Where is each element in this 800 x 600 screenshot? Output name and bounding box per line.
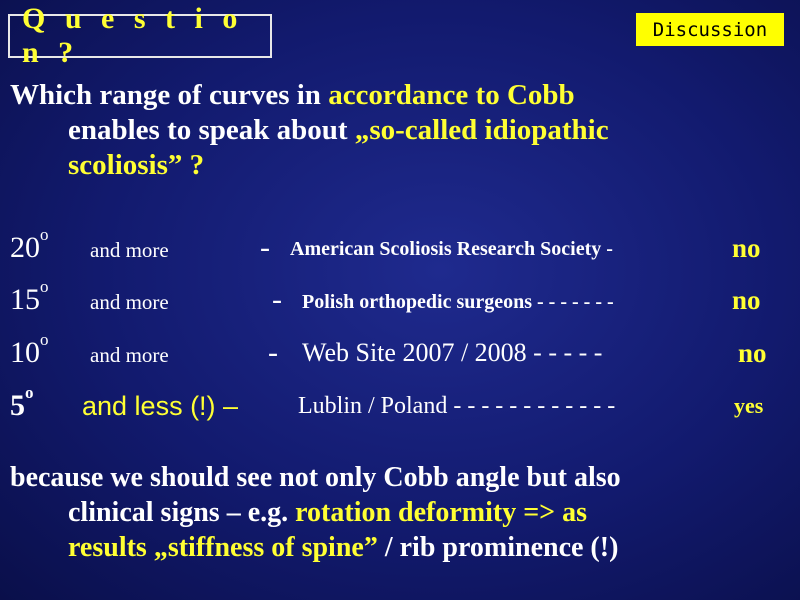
source-text: Web Site 2007 / 2008 - - - - - xyxy=(302,338,603,367)
answer-yes: yes xyxy=(734,393,764,418)
dash: - xyxy=(260,231,270,264)
conclusion-text xyxy=(10,460,790,565)
qualifier-text: and less (!) – xyxy=(82,391,239,421)
question-line-2 xyxy=(10,113,790,148)
qualifier-text: and more xyxy=(90,290,169,314)
dash: - xyxy=(272,283,282,316)
source-text: American Scoliosis Research Society - xyxy=(290,238,613,260)
question-highlight: „so-called idiopathic xyxy=(354,114,609,146)
conclusion-line-3 xyxy=(10,530,790,565)
qualifier-text: and more xyxy=(90,343,169,367)
degree-value: 15$^o$ xyxy=(10,277,49,316)
conclusion-line-2 xyxy=(10,495,790,530)
dash: - xyxy=(268,336,278,369)
question-line-1 xyxy=(10,78,790,113)
slide-title: Q u e s t i o n ? xyxy=(8,14,272,58)
source-text: Lublin / Poland - - - - - - - - - - - - xyxy=(298,393,616,419)
degree-value: 10$^o$ xyxy=(10,330,49,369)
conclusion-highlight: rotation deformity => as xyxy=(295,497,588,528)
option-row-10 xyxy=(10,330,790,373)
option-row-15 xyxy=(10,277,790,320)
discussion-badge: Discussion xyxy=(636,13,784,46)
question-line-3: scoliosis” ? xyxy=(68,149,205,181)
option-row-20 xyxy=(10,225,790,268)
question-text-part: Which range of curves in xyxy=(10,79,329,111)
question-text xyxy=(10,78,790,183)
conclusion-highlight: results „stiffness of spine” xyxy=(68,532,378,563)
degree-value: 5$^o$ xyxy=(10,383,34,422)
conclusion-text-part: clinical signs – e.g. xyxy=(68,497,296,528)
answer-no: no xyxy=(738,338,767,368)
source-bold: Polish orthopedic surgeons - - - - - - - xyxy=(302,291,614,313)
conclusion-line-1: because we should see not only Cobb angle but also xyxy=(10,462,621,493)
answer-no: no xyxy=(732,285,761,315)
question-text-part: enables to speak about xyxy=(68,114,355,146)
source-text xyxy=(302,280,614,323)
option-row-5 xyxy=(10,383,790,426)
question-highlight: accordance to Cobb xyxy=(328,79,575,111)
answer-no: no xyxy=(732,233,761,263)
degree-value: 20$^o$ xyxy=(10,225,49,264)
qualifier-text: and more xyxy=(90,238,169,262)
conclusion-text-part: / rib prominence (!) xyxy=(377,532,619,563)
